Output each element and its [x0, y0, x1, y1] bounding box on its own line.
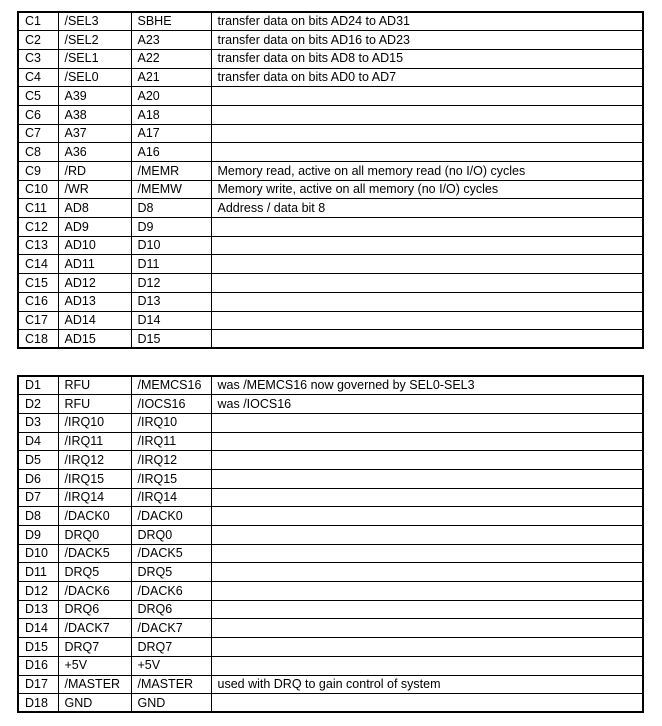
signal-b-cell: /MEMCS16 [131, 376, 211, 395]
table-row [18, 199, 643, 218]
description-cell [211, 694, 643, 713]
signal-b-cell: A20 [131, 87, 211, 106]
table-row [18, 124, 643, 143]
table-row [18, 395, 643, 414]
signal-b-cell: /DACK0 [131, 507, 211, 526]
signal-a-cell: DRQ7 [58, 638, 131, 657]
signal-b-cell: /DACK5 [131, 544, 211, 563]
table-row [18, 582, 643, 601]
signal-b-cell: D10 [131, 236, 211, 255]
pin-cell: D7 [18, 488, 58, 507]
signal-a-cell: A37 [58, 124, 131, 143]
description-cell [211, 638, 643, 657]
signal-b-cell: /MEMW [131, 180, 211, 199]
signal-b-cell: A17 [131, 124, 211, 143]
table-row [18, 507, 643, 526]
pin-cell: D2 [18, 395, 58, 414]
signal-b-cell: /DACK7 [131, 619, 211, 638]
pin-cell: C17 [18, 311, 58, 330]
signal-b-cell: D11 [131, 255, 211, 274]
signal-a-cell: /RD [58, 162, 131, 181]
table-row [18, 49, 643, 68]
signal-b-cell: D12 [131, 274, 211, 293]
description-cell [211, 105, 643, 124]
description-cell [211, 619, 643, 638]
description-cell: transfer data on bits AD16 to AD23 [211, 31, 643, 50]
table-row [18, 330, 643, 349]
signal-b-cell: DRQ7 [131, 638, 211, 657]
table-row [18, 675, 643, 694]
pin-cell: C13 [18, 236, 58, 255]
table-row [18, 12, 643, 31]
description-cell [211, 413, 643, 432]
signal-a-cell: AD11 [58, 255, 131, 274]
pin-cell: C11 [18, 199, 58, 218]
signal-b-cell: /IRQ14 [131, 488, 211, 507]
signal-b-cell: SBHE [131, 12, 211, 31]
signal-a-cell: RFU [58, 376, 131, 395]
description-cell: transfer data on bits AD0 to AD7 [211, 68, 643, 87]
pin-cell: C14 [18, 255, 58, 274]
signal-b-cell: /IRQ11 [131, 432, 211, 451]
signal-b-cell: D14 [131, 311, 211, 330]
signal-b-cell: /IRQ12 [131, 451, 211, 470]
signal-a-cell: /WR [58, 180, 131, 199]
description-cell [211, 432, 643, 451]
signal-a-cell: AD10 [58, 236, 131, 255]
table-row [18, 255, 643, 274]
signal-a-cell: AD9 [58, 218, 131, 237]
description-cell [211, 563, 643, 582]
table-row [18, 105, 643, 124]
connector-row-c-pinout-table [17, 11, 644, 349]
description-cell [211, 218, 643, 237]
signal-a-cell: AD12 [58, 274, 131, 293]
description-cell [211, 656, 643, 675]
signal-a-cell: DRQ0 [58, 526, 131, 545]
pin-cell: D3 [18, 413, 58, 432]
signal-a-cell: A38 [58, 105, 131, 124]
signal-a-cell: /SEL0 [58, 68, 131, 87]
table-row [18, 600, 643, 619]
table-row [18, 180, 643, 199]
description-cell [211, 507, 643, 526]
description-cell [211, 544, 643, 563]
description-cell [211, 311, 643, 330]
table-row [18, 526, 643, 545]
description-cell: transfer data on bits AD8 to AD15 [211, 49, 643, 68]
pin-cell: C15 [18, 274, 58, 293]
signal-b-cell: /DACK6 [131, 582, 211, 601]
signal-b-cell: D15 [131, 330, 211, 349]
pin-cell: D13 [18, 600, 58, 619]
signal-a-cell: AD14 [58, 311, 131, 330]
pin-cell: C5 [18, 87, 58, 106]
table-row [18, 694, 643, 713]
table-row [18, 68, 643, 87]
signal-a-cell: /IRQ14 [58, 488, 131, 507]
signal-b-cell: D8 [131, 199, 211, 218]
signal-a-cell: DRQ5 [58, 563, 131, 582]
pin-cell: D18 [18, 694, 58, 713]
pin-cell: C3 [18, 49, 58, 68]
signal-a-cell: /IRQ10 [58, 413, 131, 432]
description-cell [211, 274, 643, 293]
signal-a-cell: /SEL2 [58, 31, 131, 50]
signal-a-cell: RFU [58, 395, 131, 414]
pin-cell: C7 [18, 124, 58, 143]
signal-a-cell: /IRQ11 [58, 432, 131, 451]
connector-row-d-pinout-table [17, 375, 644, 713]
table-row [18, 292, 643, 311]
pin-cell: C9 [18, 162, 58, 181]
table-row [18, 143, 643, 162]
signal-b-cell: A23 [131, 31, 211, 50]
signal-a-cell: /IRQ12 [58, 451, 131, 470]
table-row [18, 544, 643, 563]
signal-a-cell: A39 [58, 87, 131, 106]
description-cell [211, 526, 643, 545]
signal-b-cell: A21 [131, 68, 211, 87]
pin-cell: C16 [18, 292, 58, 311]
signal-a-cell: AD13 [58, 292, 131, 311]
table-row [18, 31, 643, 50]
pin-cell: D4 [18, 432, 58, 451]
signal-a-cell: /DACK7 [58, 619, 131, 638]
description-cell [211, 87, 643, 106]
signal-b-cell: A16 [131, 143, 211, 162]
signal-b-cell: /MASTER [131, 675, 211, 694]
description-cell [211, 488, 643, 507]
pin-cell: D9 [18, 526, 58, 545]
pin-cell: C10 [18, 180, 58, 199]
pin-cell: C18 [18, 330, 58, 349]
signal-b-cell: D9 [131, 218, 211, 237]
signal-b-cell: +5V [131, 656, 211, 675]
pin-cell: D11 [18, 563, 58, 582]
table-row [18, 638, 643, 657]
pin-cell: C2 [18, 31, 58, 50]
table-row [18, 236, 643, 255]
signal-a-cell: AD8 [58, 199, 131, 218]
description-cell [211, 143, 643, 162]
description-cell [211, 330, 643, 349]
table-row [18, 274, 643, 293]
pin-cell: D6 [18, 469, 58, 488]
signal-a-cell: AD15 [58, 330, 131, 349]
description-cell: Memory write, active on all memory (no I/O) cycles [211, 180, 643, 199]
signal-a-cell: /DACK5 [58, 544, 131, 563]
signal-b-cell: DRQ6 [131, 600, 211, 619]
table-row [18, 218, 643, 237]
signal-a-cell: /DACK6 [58, 582, 131, 601]
pin-cell: D16 [18, 656, 58, 675]
pin-cell: D10 [18, 544, 58, 563]
table-row [18, 656, 643, 675]
table-row [18, 563, 643, 582]
signal-b-cell: GND [131, 694, 211, 713]
description-cell [211, 292, 643, 311]
description-cell: Address / data bit 8 [211, 199, 643, 218]
signal-b-cell: /IRQ15 [131, 469, 211, 488]
signal-a-cell: /DACK0 [58, 507, 131, 526]
table-row [18, 413, 643, 432]
signal-a-cell: /SEL1 [58, 49, 131, 68]
signal-b-cell: DRQ5 [131, 563, 211, 582]
pin-cell: D14 [18, 619, 58, 638]
table-row [18, 469, 643, 488]
pin-cell: C1 [18, 12, 58, 31]
description-cell: used with DRQ to gain control of system [211, 675, 643, 694]
table-row [18, 376, 643, 395]
description-cell [211, 451, 643, 470]
connector-row-d-table-body [18, 376, 643, 712]
signal-a-cell: /SEL3 [58, 12, 131, 31]
description-cell: transfer data on bits AD24 to AD31 [211, 12, 643, 31]
table-row [18, 488, 643, 507]
signal-b-cell: /IOCS16 [131, 395, 211, 414]
description-cell: was /IOCS16 [211, 395, 643, 414]
pin-cell: C8 [18, 143, 58, 162]
description-cell [211, 469, 643, 488]
signal-b-cell: DRQ0 [131, 526, 211, 545]
pin-cell: C4 [18, 68, 58, 87]
signal-b-cell: /MEMR [131, 162, 211, 181]
description-cell [211, 255, 643, 274]
description-cell: Memory read, active on all memory read (no I/O) cycles [211, 162, 643, 181]
pin-cell: C6 [18, 105, 58, 124]
description-cell: was /MEMCS16 now governed by SEL0-SEL3 [211, 376, 643, 395]
signal-a-cell: DRQ6 [58, 600, 131, 619]
signal-b-cell: A22 [131, 49, 211, 68]
table-row [18, 311, 643, 330]
signal-a-cell: GND [58, 694, 131, 713]
table-row [18, 162, 643, 181]
signal-b-cell: A18 [131, 105, 211, 124]
pin-cell: D15 [18, 638, 58, 657]
signal-b-cell: D13 [131, 292, 211, 311]
description-cell [211, 124, 643, 143]
signal-a-cell: /IRQ15 [58, 469, 131, 488]
signal-a-cell: A36 [58, 143, 131, 162]
description-cell [211, 600, 643, 619]
pin-cell: D5 [18, 451, 58, 470]
pin-cell: D12 [18, 582, 58, 601]
table-row [18, 432, 643, 451]
connector-row-c-table-body [18, 12, 643, 348]
table-row [18, 87, 643, 106]
pin-cell: D8 [18, 507, 58, 526]
signal-a-cell: /MASTER [58, 675, 131, 694]
signal-b-cell: /IRQ10 [131, 413, 211, 432]
signal-a-cell: +5V [58, 656, 131, 675]
pin-cell: D1 [18, 376, 58, 395]
description-cell [211, 236, 643, 255]
pin-cell: D17 [18, 675, 58, 694]
description-cell [211, 582, 643, 601]
table-row [18, 451, 643, 470]
pin-cell: C12 [18, 218, 58, 237]
table-row [18, 619, 643, 638]
